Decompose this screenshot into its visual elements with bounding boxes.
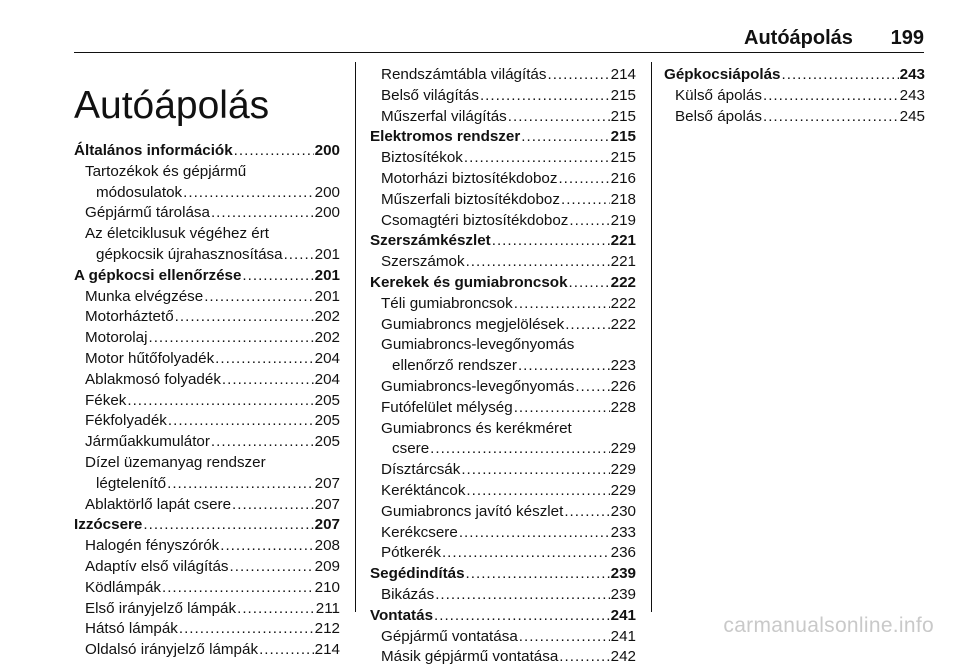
toc-entry-title: Belső ápolás [675, 107, 762, 125]
dot-leader [763, 86, 899, 107]
toc-entry[interactable] [74, 599, 340, 620]
toc-entry[interactable] [664, 86, 925, 107]
toc-section-entry[interactable] [370, 564, 636, 585]
toc-page-number: 222 [610, 315, 636, 333]
toc-entry[interactable] [370, 377, 636, 398]
toc-entry-title: gépkocsik újrahasznosítása [96, 245, 283, 263]
toc-section-entry[interactable] [74, 266, 340, 287]
dot-leader [492, 231, 610, 252]
toc-page-number: 216 [610, 169, 636, 187]
dot-leader [782, 65, 899, 86]
toc-entry-text: Dízel üzemanyag rendszer [85, 453, 266, 471]
watermark: carmanualsonline.info [723, 614, 934, 637]
toc-section-entry[interactable] [370, 273, 636, 294]
toc-entry-title: Járműakkumulátor [85, 433, 210, 451]
toc-entry-title: Motorházi biztosítékdoboz [381, 169, 558, 187]
toc-page-number: 215 [610, 149, 636, 167]
toc-page-number: 207 [314, 474, 340, 492]
dot-leader [259, 640, 314, 661]
toc-entry-title: Pótkerék [381, 544, 441, 562]
dot-leader [162, 578, 314, 599]
toc-page-number: 222 [610, 273, 636, 291]
toc-page-number: 205 [314, 433, 340, 451]
toc-section-entry[interactable] [664, 65, 925, 86]
toc-section-entry[interactable] [74, 515, 340, 536]
toc-page-number: 215 [610, 86, 636, 104]
toc-page-number: 226 [610, 377, 636, 395]
toc-page-number: 207 [314, 516, 340, 534]
toc-entry[interactable] [370, 107, 636, 128]
toc-entry[interactable] [370, 148, 636, 169]
dot-leader [466, 564, 610, 585]
dot-leader [148, 328, 313, 349]
dot-leader [232, 495, 314, 516]
toc-entry-title: Motorháztető [85, 308, 174, 326]
toc-entry-title: módosulatok [96, 183, 183, 201]
toc-page-number: 205 [314, 391, 340, 409]
toc-page-number: 239 [610, 565, 636, 583]
dot-leader [569, 211, 609, 232]
toc-page-number: 229 [610, 461, 636, 479]
dot-leader [547, 65, 609, 86]
dot-leader [519, 627, 610, 648]
toc-page-number: 215 [610, 128, 636, 146]
toc-page-number: 200 [314, 183, 340, 201]
toc-page-number: 243 [899, 86, 925, 104]
toc-section-entry[interactable] [370, 606, 636, 627]
toc-section-entry[interactable] [74, 141, 340, 162]
toc-page-number: 221 [610, 232, 636, 250]
toc-page-number: 204 [314, 349, 340, 367]
toc-entry-title: ellenőrző rendszer [392, 357, 517, 375]
toc-page-number: 201 [314, 245, 340, 263]
dot-leader [167, 474, 314, 495]
toc-page-number: 214 [610, 66, 636, 83]
dot-leader [220, 536, 313, 557]
toc-entry-title: Motorolaj [85, 329, 148, 347]
dot-leader [168, 411, 314, 432]
toc-page-number: 200 [314, 204, 340, 222]
toc-page-number: 241 [610, 627, 636, 645]
toc-entry[interactable] [370, 523, 636, 544]
toc-page-number: 204 [314, 370, 340, 388]
page-header-title: Autóápolás [744, 27, 853, 49]
toc-page-number: 210 [314, 578, 340, 596]
dot-leader [466, 252, 610, 273]
toc-page-number: 239 [610, 585, 636, 603]
toc-entry-title: Belső világítás [381, 86, 479, 104]
toc-section-entry[interactable] [370, 231, 636, 252]
toc-page-number: 200 [314, 142, 340, 159]
toc-page-number: 233 [610, 523, 636, 541]
toc-entry[interactable] [74, 619, 340, 640]
toc-entry-title: Kerékcsere [381, 523, 458, 541]
toc-page-number: 205 [314, 412, 340, 430]
dot-leader [558, 169, 609, 190]
toc-entry[interactable] [370, 398, 636, 419]
toc-entry-title: Ablakmosó folyadék [85, 370, 221, 388]
toc-entry[interactable] [74, 328, 340, 349]
toc-entry[interactable] [74, 203, 340, 224]
toc-entry[interactable] [370, 502, 636, 523]
toc-entry[interactable] [664, 107, 925, 128]
toc-entry-title: Izzócsere [74, 516, 143, 534]
toc-entry[interactable] [74, 411, 340, 432]
dot-leader [461, 460, 609, 481]
page-number: 199 [890, 27, 924, 49]
toc-page-number: 228 [610, 398, 636, 416]
toc-entry[interactable] [370, 585, 636, 606]
toc-entry[interactable] [370, 315, 636, 336]
toc-entry[interactable] [370, 169, 636, 190]
toc-entry-title: Fékek [85, 391, 127, 409]
toc-entry-title: Adaptív első világítás [85, 557, 229, 575]
dot-leader [464, 148, 610, 169]
toc-entry-title: Gumiabroncs-levegőnyomás [381, 377, 575, 395]
dot-leader [215, 349, 313, 370]
toc-entry[interactable] [74, 578, 340, 599]
toc-page-number: 214 [314, 641, 340, 659]
toc-page-number: 243 [899, 66, 925, 83]
toc-entry-title: Műszerfal világítás [381, 107, 507, 125]
dot-leader [222, 370, 314, 391]
toc-entry-title: Ablaktörlő lapát csere [85, 495, 232, 513]
toc-entry-title: Általános információk [74, 142, 233, 159]
toc-page-number: 241 [610, 606, 636, 624]
toc-entry-title: A gépkocsi ellenőrzése [74, 266, 242, 284]
toc-entry[interactable] [370, 627, 636, 648]
dot-leader [459, 523, 610, 544]
toc-entry[interactable] [370, 294, 636, 315]
toc-entry[interactable] [74, 307, 340, 328]
dot-leader [211, 203, 314, 224]
toc-page-number: 207 [314, 495, 340, 513]
toc-entry-title: Gumiabroncs megjelölések [381, 315, 565, 333]
dot-leader [521, 127, 609, 148]
toc-entry-title: Keréktáncok [381, 481, 466, 499]
toc-entry[interactable] [370, 481, 636, 502]
dot-leader [564, 502, 609, 523]
dot-leader [230, 557, 314, 578]
toc-entry-title: Ködlámpák [85, 578, 161, 596]
toc-entry[interactable] [370, 86, 636, 107]
toc-entry-text: Tartozékok és gépjármű [85, 162, 247, 180]
toc-page-number: 208 [314, 537, 340, 555]
dot-leader [518, 356, 610, 377]
toc-page-number: 222 [610, 294, 636, 312]
dot-leader [466, 481, 609, 502]
dot-leader [430, 439, 610, 460]
toc-entry-title: Segédindítás [370, 565, 465, 583]
toc-page-number: 229 [610, 440, 636, 458]
toc-entry[interactable] [370, 439, 636, 460]
toc-page-number: 221 [610, 253, 636, 271]
dot-leader [514, 294, 610, 315]
dot-leader [435, 585, 609, 606]
toc-section-entry[interactable] [370, 127, 636, 148]
toc-entry-title: Dísztárcsák [381, 461, 461, 479]
dot-leader [561, 190, 610, 211]
toc-entry[interactable] [370, 460, 636, 481]
toc-entry[interactable] [74, 495, 340, 516]
toc-entry-title: Másik gépjármű vontatása [381, 648, 559, 666]
toc-entry-title: Motor hűtőfolyadék [85, 349, 215, 367]
toc-entry[interactable] [74, 391, 340, 412]
dot-leader [434, 606, 610, 627]
toc-entry[interactable] [74, 245, 340, 266]
chapter-title: Autóápolás [74, 84, 270, 128]
toc-entry[interactable] [74, 536, 340, 557]
toc-page-number: 236 [610, 544, 636, 562]
toc-entry[interactable] [74, 349, 340, 370]
toc-entry-title: Biztosítékok [381, 149, 463, 167]
toc-entry-title: Oldalsó irányjelző lámpák [85, 641, 259, 659]
dot-leader [565, 315, 609, 336]
dot-leader [211, 432, 314, 453]
toc-page-number: 245 [899, 107, 925, 125]
toc-page-number: 223 [610, 357, 636, 375]
toc-entry-title: Gumiabroncs javító készlet [381, 502, 564, 520]
dot-leader [575, 377, 609, 398]
dot-leader [204, 287, 313, 308]
column-divider-left [355, 62, 356, 612]
column-divider-right [651, 62, 652, 612]
toc-entry-title: Gépjármű tárolása [85, 204, 210, 222]
toc-entry[interactable] [370, 252, 636, 273]
toc-entry[interactable] [370, 65, 636, 86]
toc-entry[interactable] [370, 543, 636, 564]
dot-leader [175, 307, 314, 328]
dot-leader [763, 107, 899, 128]
toc-entry-title: Szerszámok [381, 253, 465, 271]
toc-entry-title: Téli gumiabroncsok [381, 294, 513, 312]
toc-entry-text: Gumiabroncs-levegőnyomás [381, 336, 575, 354]
toc-entry[interactable] [74, 474, 340, 495]
dot-leader [514, 398, 610, 419]
toc-page-number: 215 [610, 107, 636, 125]
toc-entry-title: Fékfolyadék [85, 412, 167, 430]
toc-page-number: 202 [314, 308, 340, 326]
toc-entry-title: Rendszámtábla világítás [381, 66, 547, 83]
toc-entry-title: Kerekek és gumiabroncsok [370, 273, 568, 291]
dot-leader [559, 647, 609, 668]
toc-page-number: 229 [610, 481, 636, 499]
toc-entry-title: Munka elvégzése [85, 287, 204, 305]
toc-entry[interactable] [74, 432, 340, 453]
toc-entry[interactable] [74, 183, 340, 204]
header-rule [74, 52, 924, 53]
toc-page-number: 209 [314, 557, 340, 575]
toc-entry-title: Elektromos rendszer [370, 128, 521, 146]
toc-page-number: 212 [314, 620, 340, 638]
toc-page-number: 211 [315, 599, 340, 617]
dot-leader [242, 266, 313, 287]
dot-leader [127, 391, 313, 412]
dot-leader [284, 245, 314, 266]
toc-page-number: 202 [314, 329, 340, 347]
toc-page-number: 230 [610, 502, 636, 520]
toc-page-number: 219 [610, 211, 636, 229]
toc-entry-title: Futófelület mélység [381, 398, 513, 416]
toc-entry-text: Az életciklusuk végéhez ért [85, 225, 270, 243]
toc-entry[interactable] [370, 190, 636, 211]
toc-entry[interactable] [74, 370, 340, 391]
toc-entry-title: Bikázás [381, 585, 435, 603]
toc-entry[interactable] [370, 356, 636, 377]
toc-entry[interactable] [74, 287, 340, 308]
toc-column-1 [74, 141, 340, 661]
toc-entry-text: Gumiabroncs és kerékméret [381, 419, 572, 437]
dot-leader [508, 107, 610, 128]
dot-leader [234, 141, 314, 162]
toc-page-number: 242 [610, 648, 636, 666]
dot-leader [179, 619, 314, 640]
toc-entry-title: Gépjármű vontatása [381, 627, 518, 645]
toc-entry-title: légtelenítő [96, 474, 167, 492]
toc-entry[interactable] [370, 211, 636, 232]
dot-leader [442, 543, 610, 564]
dot-leader [569, 273, 610, 294]
toc-page-number: 201 [314, 287, 340, 305]
toc-entry-title: Vontatás [370, 606, 434, 624]
toc-entry[interactable] [74, 557, 340, 578]
toc-entry-title: Szerszámkészlet [370, 232, 491, 250]
toc-entry-title: csere [392, 440, 430, 458]
toc-entry-title: Gépkocsiápolás [664, 66, 781, 83]
toc-page-number: 218 [610, 190, 636, 208]
toc-column-2 [370, 65, 636, 668]
toc-entry-title: Hátsó lámpák [85, 620, 178, 638]
toc-column-3 [664, 65, 925, 127]
toc-entry-title: Külső ápolás [675, 86, 762, 104]
toc-entry-title: Első irányjelző lámpák [85, 599, 237, 617]
toc-entry-title: Műszerfali biztosítékdoboz [381, 190, 560, 208]
toc-page-number: 201 [314, 266, 340, 284]
dot-leader [480, 86, 610, 107]
toc-entry-title: Csomagtéri biztosítékdoboz [381, 211, 569, 229]
toc-entry-title: Halogén fényszórók [85, 537, 220, 555]
toc-entry[interactable] [370, 647, 636, 668]
dot-leader [237, 599, 315, 620]
dot-leader [143, 515, 313, 536]
toc-entry[interactable] [74, 640, 340, 661]
dot-leader [183, 183, 314, 204]
